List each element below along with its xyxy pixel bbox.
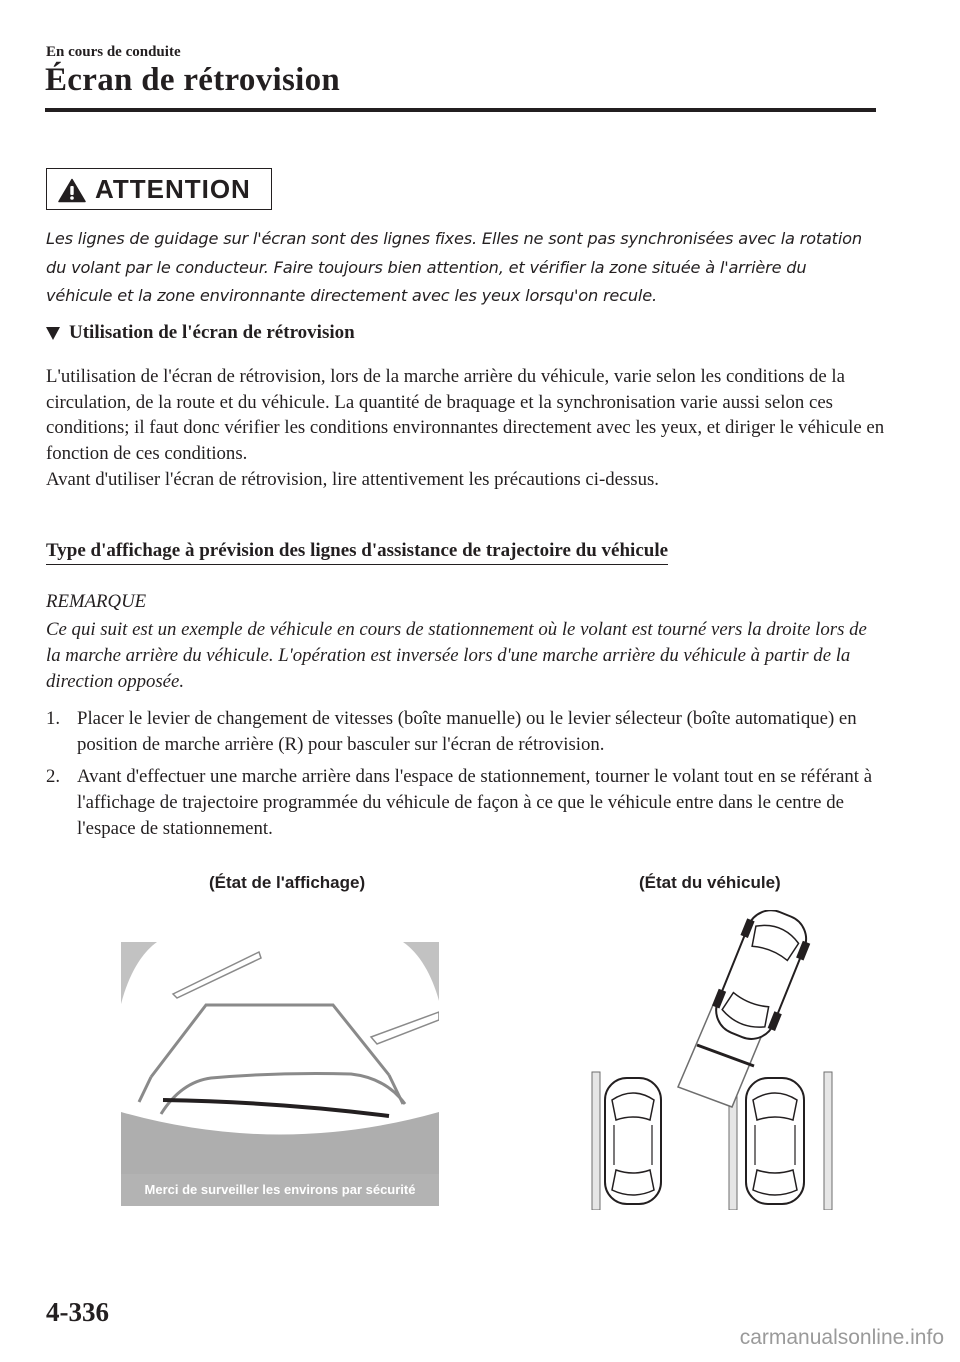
attention-label: ATTENTION — [95, 173, 251, 204]
usage-paragraph-2: Avant d'utiliser l'écran de rétrovision, lire attentivement les précautions ci-dessus. — [46, 468, 659, 490]
rear-camera-screen-illustration — [121, 942, 439, 1206]
watermark: carmanualsonline.info — [739, 1326, 944, 1349]
page-number: 4-336 — [46, 1297, 109, 1327]
note-text: Ce qui suit est un exemple de véhicule en cours de stationnement où le volant est tourné vers la droite lors de la marche arrière du véhicule. L'opération est inversée lors d'une marche arrière du véhicule à partir de la direction opposée. — [46, 619, 867, 692]
step-number: 2. — [46, 766, 61, 787]
step-text: Avant d'effectuer une marche arrière dans l'espace de stationnement, tourner le volant tout en se référant à l'affichage de trajectoire programmée du véhicule de façon à ce que le véhicule entre dans le centre de l'espace de stationnement. — [77, 766, 873, 839]
page-title: Écran de rétrovision — [45, 62, 341, 98]
attention-box — [46, 168, 272, 210]
warning-icon — [58, 178, 86, 203]
display-caption: (État de l'affichage) — [209, 873, 366, 892]
parked-car-left — [605, 1078, 661, 1204]
reversing-car — [705, 910, 817, 1048]
step-number: 1. — [46, 708, 61, 729]
usage-heading-text: Utilisation de l'écran de rétrovision — [69, 322, 355, 343]
parked-car-right — [746, 1078, 804, 1204]
screen-banner: Merci de surveiller les environs par sécurité — [144, 1182, 416, 1197]
triangle-down-icon — [46, 327, 60, 340]
vehicle-caption: (État du véhicule) — [639, 873, 781, 892]
display-type-heading: Type d'affichage à prévision des lignes d'assistance de trajectoire du véhicule — [46, 540, 668, 565]
step-text: Placer le levier de changement de vitesses (boîte manuelle) ou le levier sélecteur (boîte automatique) en position de marche arrière (R) pour basculer sur l'écran de rétrovision. — [77, 708, 857, 755]
vehicle-state-illustration — [588, 910, 838, 1210]
attention-text: Les lignes de guidage sur l'écran sont des lignes fixes. Elles ne sont pas synchronisées avec la rotation du volant par le conducteur. Faire toujours bien attention, et vérifier la zone située à l'arrière du véhicule et la zone environnante directement avec les yeux lorsqu'on recule. — [46, 229, 862, 305]
usage-heading — [46, 322, 355, 344]
usage-paragraph — [46, 364, 886, 493]
step-2 — [46, 764, 886, 842]
title-rule — [45, 108, 876, 112]
note-title: REMARQUE — [46, 591, 147, 612]
usage-paragraph-1: L'utilisation de l'écran de rétrovision, lors de la marche arrière du véhicule, varie selon les conditions de la circulation, de la route et du véhicule. La quantité de braquage et la synchronisation varie aussi selon ces conditions; il faut donc vérifier les conditions environnantes directement avec les yeux, et diriger le véhicule en fonction de ces conditions. — [46, 366, 885, 465]
step-1 — [46, 706, 886, 758]
section-label: En cours de conduite — [46, 44, 181, 60]
